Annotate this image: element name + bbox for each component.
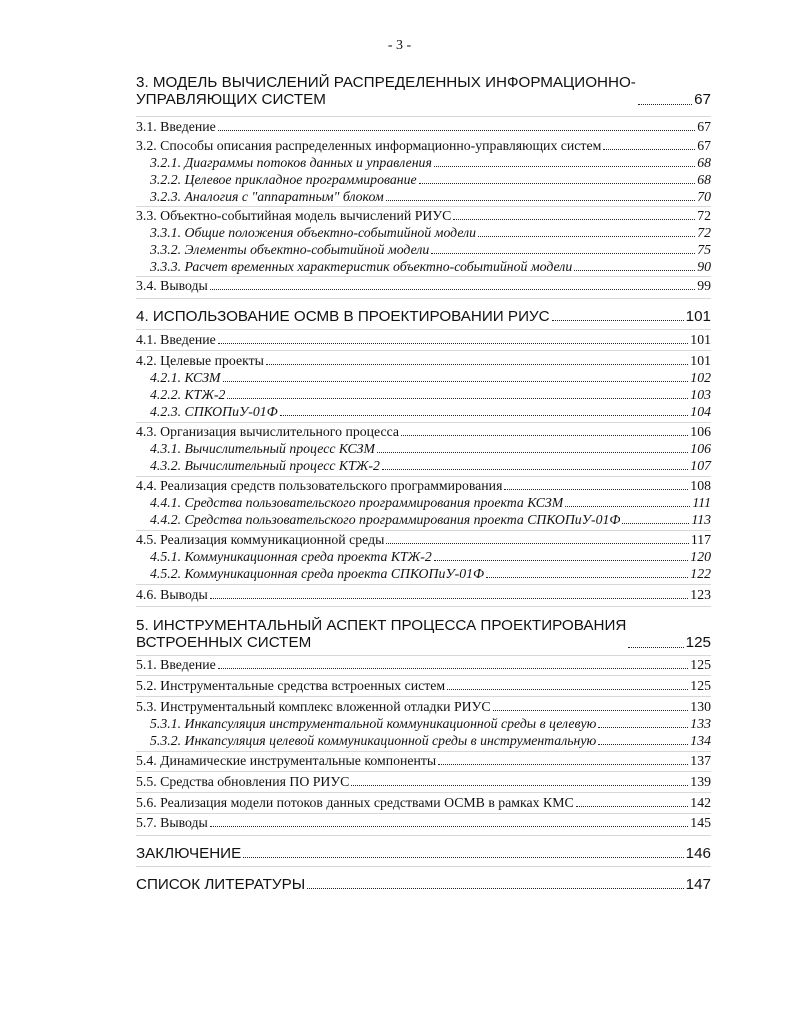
toc-entry-4-3-1 — [150, 441, 711, 457]
divider — [136, 606, 711, 607]
toc-entry-title: 3.2.3. Аналогия с "аппаратным" блоком — [150, 189, 384, 204]
toc-entry-4-5-1 — [150, 549, 711, 565]
toc-leader — [386, 543, 688, 544]
toc-entry-title: 5.4. Динамические инструментальные компоненты — [136, 753, 437, 768]
toc-page-number: 101 — [690, 353, 711, 368]
toc-page-number: 106 — [690, 441, 711, 456]
toc-entry-4-2-3 — [150, 404, 711, 420]
toc-leader — [622, 523, 689, 524]
toc-entry-title: 4.3.2. Вычислительный процесс КТЖ-2 — [150, 458, 380, 473]
toc-page-number: 103 — [690, 387, 711, 402]
toc-leader — [210, 289, 695, 290]
toc-leader — [401, 435, 688, 436]
toc-entry-4-2 — [136, 353, 711, 369]
toc-entry-5-4 — [136, 753, 711, 769]
toc-entry-title: 3.3.3. Расчет временных характеристик объектно-событийной модели — [150, 259, 573, 274]
chapter-3-title-line-1: 3. МОДЕЛЬ ВЫЧИСЛЕНИЙ РАСПРЕДЕЛЕННЫХ ИНФОРМАЦИОННО- — [136, 74, 636, 91]
chapter-5-title-line-1: 5. ИНСТРУМЕНТАЛЬНЫЙ АСПЕКТ ПРОЦЕССА ПРОЕКТИРОВАНИЯ — [136, 617, 627, 634]
toc-page-number: 72 — [697, 208, 711, 223]
toc-leader — [227, 398, 688, 399]
toc-entry-title: 4.6. Выводы — [136, 587, 208, 602]
toc-page-number: 120 — [690, 549, 711, 564]
toc-leader — [243, 857, 683, 858]
toc-page-number: 67 — [697, 119, 711, 134]
toc-entry-title: 5.2. Инструментальные средства встроенных систем — [136, 678, 446, 693]
divider — [136, 696, 711, 697]
toc-entry-3-1 — [136, 119, 711, 135]
toc-leader — [628, 647, 683, 648]
toc-leader — [598, 727, 688, 728]
toc-leader — [504, 489, 688, 490]
toc-page-number: 125 — [685, 634, 711, 651]
toc-page-number: 68 — [697, 155, 711, 170]
toc-leader — [478, 236, 695, 237]
toc-entry-3-3-1 — [150, 225, 711, 241]
divider — [136, 329, 711, 330]
toc-leader — [434, 166, 695, 167]
toc-entry-title: 4.4.1. Средства пользовательского программирования проекта КСЗМ — [150, 495, 564, 510]
toc-page-number: 145 — [690, 815, 711, 830]
toc-entry-3-2 — [136, 138, 711, 154]
toc-leader — [218, 343, 689, 344]
toc-entry-title: 5.7. Выводы — [136, 815, 208, 830]
toc-page-number: 90 — [697, 259, 711, 274]
toc-entry-3-3 — [136, 208, 711, 224]
toc-leader — [386, 200, 696, 201]
toc-leader — [280, 415, 689, 416]
divider — [136, 655, 711, 656]
toc-page-number: 139 — [690, 774, 711, 789]
toc-bibliography — [136, 876, 711, 893]
toc-leader — [218, 668, 689, 669]
divider — [136, 476, 711, 477]
toc-entry-title: 5.6. Реализация модели потоков данных средствами ОСМВ в рамках КМС — [136, 795, 574, 810]
divider — [136, 751, 711, 752]
toc-leader — [453, 219, 695, 220]
toc-entry-4-2-2 — [150, 387, 711, 403]
toc-page-number: 122 — [690, 566, 711, 581]
divider — [136, 792, 711, 793]
toc-page-number: 75 — [697, 242, 711, 257]
toc-page-number: 102 — [690, 370, 711, 385]
toc-page-number: 117 — [690, 532, 711, 547]
toc-page-number: 67 — [697, 138, 711, 153]
toc-entry-title: 4.5. Реализация коммуникационной среды — [136, 532, 385, 547]
toc-entry-title: 4.2.1. КСЗМ — [150, 370, 221, 385]
toc-page-number: 70 — [697, 189, 711, 204]
toc-entry-title: 4.4. Реализация средств пользовательского программирования — [136, 478, 503, 493]
chapter-5-title — [136, 617, 626, 651]
toc-entry-5-3 — [136, 699, 711, 715]
toc-entry-4-5 — [136, 532, 711, 548]
toc-leader — [419, 183, 696, 184]
toc-entry-title: 4.5.1. Коммуникационная среда проекта КТЖ-2 — [150, 549, 432, 564]
toc-entry-4-1 — [136, 332, 711, 348]
toc-page-number: 104 — [690, 404, 711, 419]
toc-entry-title: 5.3.1. Инкапсуляция инструментальной коммуникационной среды в целевую — [150, 716, 597, 731]
divider — [136, 350, 711, 351]
page-number: - 3 - — [387, 38, 412, 53]
toc-leader — [210, 826, 688, 827]
toc-entry-4-4-1 — [150, 495, 711, 511]
toc-leader — [434, 560, 688, 561]
toc-entry-title: 4.2. Целевые проекты — [136, 353, 264, 368]
toc-entry-title: 3.3.1. Общие положения объектно-событийной модели — [150, 225, 477, 240]
toc-entry-title: 4.3. Организация вычислительного процесса — [136, 424, 400, 439]
toc-page-number: 67 — [694, 91, 711, 108]
toc-entry-title: 3.2.2. Целевое прикладное программирование — [150, 172, 417, 187]
toc-chapter-4 — [136, 308, 711, 325]
toc-page-number: 125 — [690, 657, 711, 672]
toc-entry-title: 4.1. Введение — [136, 332, 216, 347]
toc-leader — [598, 744, 688, 745]
toc-leader — [210, 598, 688, 599]
toc-page-number: 99 — [697, 278, 711, 293]
toc-entry-4-4 — [136, 478, 711, 494]
toc-page-number: 146 — [685, 845, 711, 862]
toc-leader — [351, 785, 688, 786]
toc-leader — [223, 381, 689, 382]
toc-leader — [377, 452, 688, 453]
divider — [136, 866, 711, 867]
toc-entry-title: 5.1. Введение — [136, 657, 216, 672]
toc-page-number: 113 — [691, 512, 711, 527]
toc-leader — [552, 320, 684, 321]
toc-entry-title: 3.2. Способы описания распределенных информационно-управляющих систем — [136, 138, 602, 153]
toc-entry-title: 4.5.2. Коммуникационная среда проекта СПКОПиУ-01Ф — [150, 566, 485, 581]
toc-conclusion — [136, 845, 711, 862]
bibliography-title: СПИСОК ЛИТЕРАТУРЫ — [136, 876, 306, 893]
toc-leader — [431, 253, 695, 254]
toc-leader — [266, 364, 688, 365]
divider — [136, 298, 711, 299]
chapter-5-title-line-2: ВСТРОЕННЫХ СИСТЕМ — [136, 634, 312, 651]
toc-leader — [565, 506, 690, 507]
toc-page-number: 68 — [697, 172, 711, 187]
divider — [136, 584, 711, 585]
toc-page-number: 130 — [690, 699, 711, 714]
toc-leader — [486, 577, 688, 578]
divider — [136, 116, 711, 117]
toc-entry-3-3-3 — [150, 259, 711, 275]
toc-entry-5-7 — [136, 815, 711, 831]
toc-entry-title: 3.1. Введение — [136, 119, 216, 134]
toc-entry-title: 5.3.2. Инкапсуляция целевой коммуникационной среды в инструментальную — [150, 733, 597, 748]
toc-leader — [493, 710, 689, 711]
toc-leader — [382, 469, 688, 470]
conclusion-title: ЗАКЛЮЧЕНИЕ — [136, 845, 242, 862]
toc-page-number: 147 — [685, 876, 711, 893]
toc-entry-5-3-2 — [150, 733, 711, 749]
toc-chapter-3 — [136, 74, 711, 108]
toc-page-number: 111 — [692, 495, 711, 510]
divider — [136, 530, 711, 531]
divider — [136, 276, 711, 277]
toc-leader — [307, 888, 683, 889]
toc-page-number: 133 — [690, 716, 711, 731]
toc-entry-title: 4.4.2. Средства пользовательского программирования проекта СПКОПиУ-01Ф — [150, 512, 621, 527]
toc-leader — [438, 764, 688, 765]
toc-page-number: 108 — [690, 478, 711, 493]
divider — [136, 675, 711, 676]
toc-entry-4-6 — [136, 587, 711, 603]
toc-leader — [574, 270, 695, 271]
toc-entry-5-5 — [136, 774, 711, 790]
toc-entry-title: 3.2.1. Диаграммы потоков данных и управления — [150, 155, 432, 170]
toc-page-number: 107 — [690, 458, 711, 473]
toc-entry-4-2-1 — [150, 370, 711, 386]
chapter-3-title — [136, 74, 636, 108]
toc-entry-title: 3.3.2. Элементы объектно-событийной модели — [150, 242, 430, 257]
divider — [136, 771, 711, 772]
toc-entry-title: 4.3.1. Вычислительный процесс КСЗМ — [150, 441, 375, 456]
toc-leader — [218, 130, 695, 131]
toc-entry-3-3-2 — [150, 242, 711, 258]
toc-entry-4-3-2 — [150, 458, 711, 474]
chapter-4-title: 4. ИСПОЛЬЗОВАНИЕ ОСМВ В ПРОЕКТИРОВАНИИ РИУС — [136, 308, 550, 325]
toc-entry-5-6 — [136, 795, 711, 811]
toc-page-number: 137 — [690, 753, 711, 768]
toc-page-number: 101 — [685, 308, 711, 325]
toc-leader — [603, 149, 695, 150]
toc-entry-3-2-3 — [150, 189, 711, 205]
toc-chapter-5 — [136, 617, 711, 651]
toc-leader — [447, 689, 688, 690]
toc-entry-title: 3.3. Объектно-событийная модель вычислений РИУС — [136, 208, 452, 223]
toc-page-number: 134 — [690, 733, 711, 748]
toc-leader — [576, 806, 689, 807]
toc-page-number: 101 — [690, 332, 711, 347]
toc-entry-title: 5.3. Инструментальный комплекс вложенной отладки РИУС — [136, 699, 491, 714]
divider — [136, 422, 711, 423]
toc-entry-title: 3.4. Выводы — [136, 278, 208, 293]
chapter-3-title-line-2: УПРАВЛЯЮЩИХ СИСТЕМ — [136, 91, 326, 108]
toc-entry-5-2 — [136, 678, 711, 694]
toc-entry-title: 4.2.3. СПКОПиУ-01Ф — [150, 404, 278, 419]
divider — [136, 206, 711, 207]
toc-entry-title: 4.2.2. КТЖ-2 — [150, 387, 226, 402]
toc-page-number: 106 — [690, 424, 711, 439]
divider — [136, 835, 711, 836]
toc-entry-4-5-2 — [150, 566, 711, 582]
divider — [136, 813, 711, 814]
toc-entry-4-4-2 — [150, 512, 711, 528]
toc-page-number: 142 — [690, 795, 711, 810]
toc-page-number: 125 — [690, 678, 711, 693]
toc-page-number: 123 — [690, 587, 711, 602]
toc-entry-3-2-1 — [150, 155, 711, 171]
toc-leader — [638, 104, 692, 105]
toc-entry-5-3-1 — [150, 716, 711, 732]
toc-entry-5-1 — [136, 657, 711, 673]
toc-page-number: 72 — [697, 225, 711, 240]
toc-entry-3-4 — [136, 278, 711, 294]
toc-entry-3-2-2 — [150, 172, 711, 188]
toc-entry-title: 5.5. Средства обновления ПО РИУС — [136, 774, 350, 789]
toc-entry-4-3 — [136, 424, 711, 440]
